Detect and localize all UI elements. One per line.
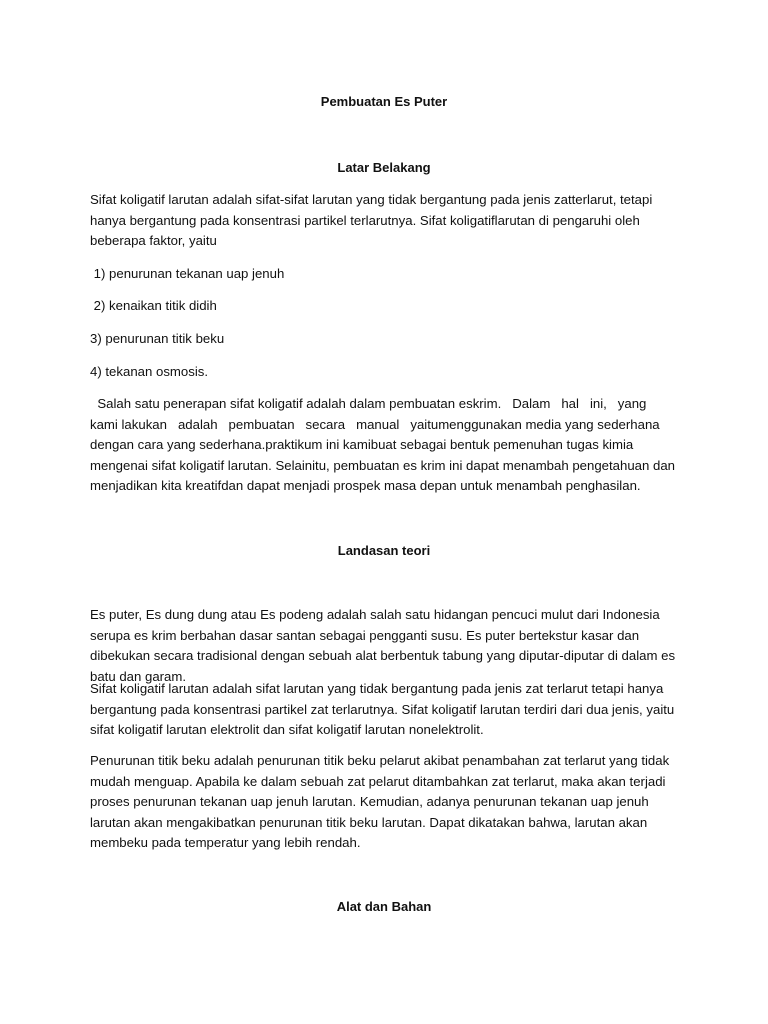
section-heading-alat-dan-bahan: Alat dan Bahan [336, 899, 432, 914]
list-item: 1) penurunan tekanan uap jenuh [90, 266, 285, 281]
list-item: 2) kenaikan titik didih [90, 298, 217, 313]
list-item: 3) penurunan titik beku [90, 331, 225, 346]
document-title: Pembuatan Es Puter [320, 94, 448, 109]
section-heading-landasan-teori: Landasan teori [337, 543, 431, 558]
latar-belakang-intro: Sifat koligatif larutan adalah sifat-sifat larutan yang tidak bergantung pada jenis zatterlarut, tetapi hanya bergantung pada konsentrasi partikel terlarutnya. Sifat koligatiflarutan di pengaruhi oleh beberapa faktor, yaitu [90, 192, 653, 249]
landasan-teori-paragraph-2: Sifat koligatif larutan adalah sifat larutan yang tidak bergantung pada jenis zat terlarut tetapi hanya bergantung pada konsentrasi partikel zat terlarutnya. Sifat koligatif larutan terdiri dari dua jenis, yaitu sifat koligatif larutan elektrolit dan sifat koligatif larutan nonelektrolit. [90, 681, 675, 738]
list-item: 4) tekanan osmosis. [90, 364, 209, 379]
section-heading-latar-belakang: Latar Belakang [337, 160, 431, 175]
latar-belakang-paragraph: Salah satu penerapan sifat koligatif adalah dalam pembuatan eskrim. Dalam hal ini, yang kami lakukan adalah pembuatan secara manual yaitumenggunakan media yang sederhana dengan cara yang sederhana.praktikum ini kamibuat sebagai bentuk pemenuhan tugas kimia mengenai sifat koligatif larutan. Selainitu, pembuatan es krim ini dapat menambah pengetahuan dan menjadikan kita kreatifdan dapat menjadi prospek masa depan untuk menambah penghasilan. [90, 396, 679, 494]
landasan-teori-paragraph-1: Es puter, Es dung dung atau Es podeng adalah salah satu hidangan pencuci mulut dari Indonesia serupa es krim berbahan dasar santan sebagai pengganti susu. Es puter bertekstur kasar dan dibekukan secara tradisional dengan sebuah alat berbentuk tabung yang diputar-diputar di dalam es batu dan garam. [90, 607, 676, 684]
landasan-teori-paragraph-3: Penurunan titik beku adalah penurunan titik beku pelarut akibat penambahan zat terlarut yang tidak mudah menguap. Apabila ke dalam sebuah zat pelarut ditambahkan zat terlarut, maka akan terjadi proses penurunan tekanan uap jenuh larutan. Kemudian, adanya penurunan tekanan uap jenuh larutan akan mengakibatkan penurunan titik beku larutan. Dapat dikatakan bahwa, larutan akan membeku pada temperatur yang lebih rendah. [90, 753, 670, 851]
